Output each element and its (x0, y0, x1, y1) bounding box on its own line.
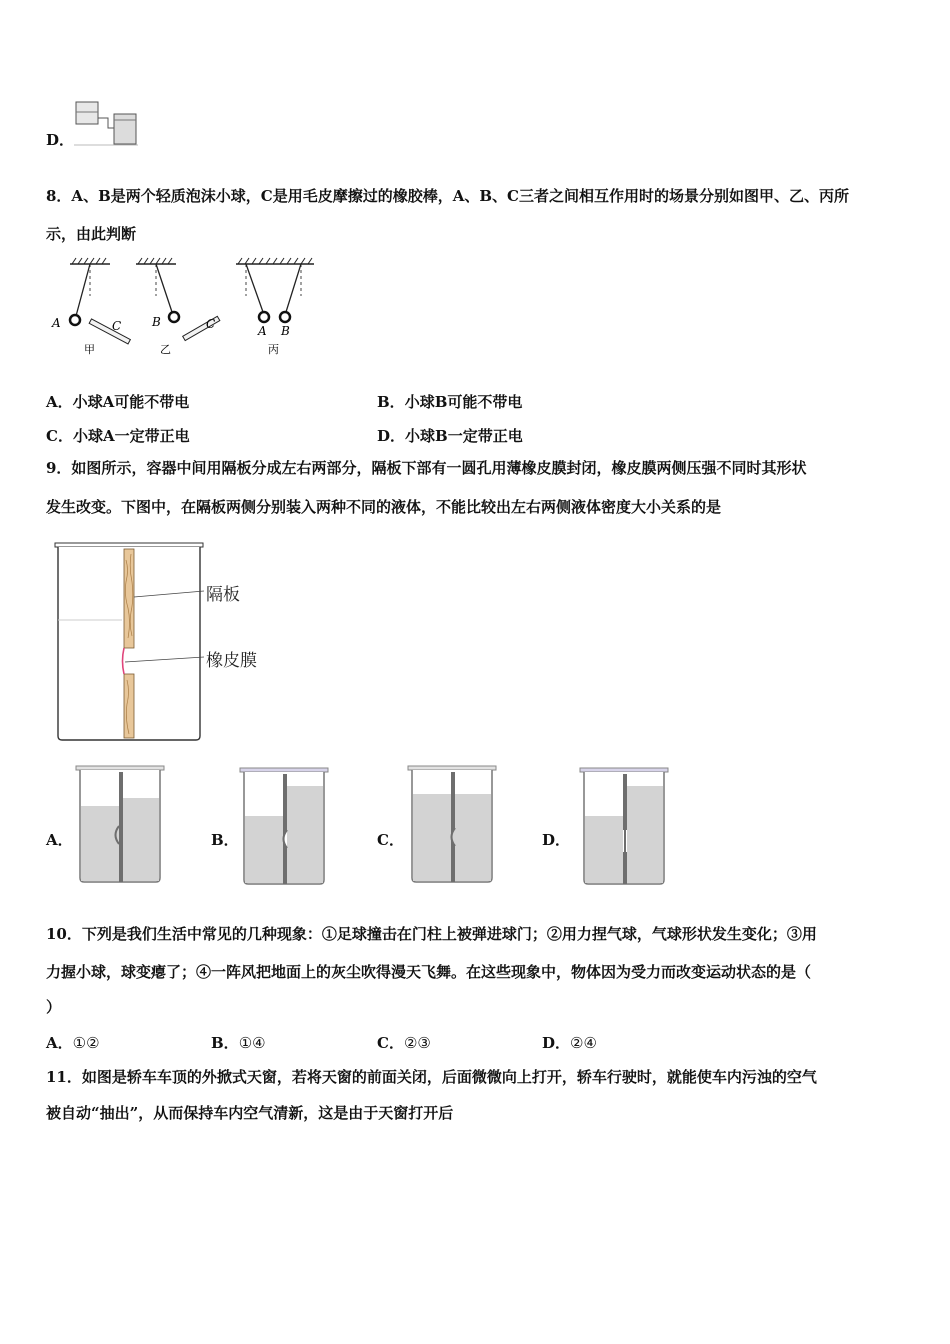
q10-option-c-label: C． (377, 1034, 404, 1052)
q8-option-a-text: 小球A可能不带电 (72, 393, 190, 411)
q10-option-a-label: A． (46, 1034, 73, 1052)
q9-option-c-beaker (406, 764, 498, 886)
q9-option-b-label: B． (211, 831, 239, 849)
q8-label-bing: 丙 (268, 343, 279, 356)
q10-option-d-label: D． (542, 1034, 571, 1052)
q10-option-d (542, 1032, 597, 1053)
q9-stem-line1: 9．如图所示，容器中间用隔板分成左右两部分，隔板下部有一圆孔用薄橡皮膜封闭，橡皮膜两侧压强不同时其形状 (46, 459, 807, 477)
q10-option-c-text: ②③ (403, 1034, 431, 1052)
q8-label-b-yi: B (152, 315, 161, 329)
q8-label-c-yi: C (206, 317, 216, 331)
q9-label-partition: 隔板 (206, 585, 240, 605)
q8-option-a (46, 391, 189, 412)
q10-option-a (46, 1032, 100, 1053)
q8-option-c-label: C． (46, 427, 73, 445)
q8-label-c-jia: C (112, 319, 122, 333)
q10-option-c (377, 1032, 431, 1053)
q9-option-d-beaker (578, 766, 670, 888)
q9-option-c-label: C． (377, 831, 404, 849)
q8-pendulum-figure (48, 256, 320, 360)
q9-label-membrane: 橡皮膜 (206, 651, 257, 671)
q8-option-d-text: 小球B一定带正电 (405, 427, 523, 445)
q9-stem-line2: 发生改变。下图中，在隔板两侧分别装入两种不同的液体，不能比较出左右两侧液体密度大小关系的是 (46, 498, 722, 516)
q10-stem-line2: 力握小球，球变瘪了；④一阵风把地面上的灰尘吹得漫天飞舞。在这些现象中，物体因为受力而改变运动状态的是（ (46, 963, 812, 981)
q8-option-b (377, 391, 522, 412)
q8-label-a-bing: A (258, 324, 267, 338)
q8-figure-jia (51, 258, 130, 356)
q11-stem-line1: 11．如图是轿车车顶的外掀式天窗，若将天窗的前面关闭，后面微微向上打开，轿车行驶时，就能使车内污浊的空气 (46, 1068, 817, 1086)
q8-label-b-bing: B (281, 324, 290, 338)
q8-option-b-label: B． (377, 393, 405, 411)
q8-figure-yi (136, 258, 220, 356)
q9-container-figure (52, 540, 214, 744)
q7-option-d-label: D． (46, 131, 75, 149)
q11-stem-line2: 被自动“抽出”，从而保持车内空气清新，这是由于天窗打开后 (46, 1104, 454, 1122)
q9-option-b-beaker (238, 766, 330, 888)
q10-option-d-text: ②④ (570, 1034, 597, 1052)
q8-label-jia: 甲 (84, 343, 95, 356)
q8-option-c (46, 425, 190, 446)
q10-option-b-text: ①④ (238, 1034, 266, 1052)
q10-option-a-text: ①② (72, 1034, 100, 1052)
q10-stem-line1: 10．下列是我们生活中常见的几种现象：①足球撞击在门柱上被弹进球门；②用力捏气球，气球形状发生变化；③用 (46, 925, 817, 943)
q7-option-d-figure (74, 100, 138, 148)
q8-option-a-label: A． (46, 393, 73, 411)
q9-option-d-label: D． (542, 831, 571, 849)
q9-option-a-label: A． (46, 831, 73, 849)
q8-option-b-text: 小球B可能不带电 (404, 393, 523, 411)
q8-stem-line1: 8．A、B是两个轻质泡沫小球，C是用毛皮摩擦过的橡胶棒，A、B、C三者之间相互作用时的场景分别如图甲、乙、丙所 (46, 187, 849, 205)
q8-option-d (377, 425, 523, 446)
q8-option-c-text: 小球A一定带正电 (72, 427, 190, 445)
q10-stem-line3: ） (46, 998, 62, 1016)
q8-label-yi: 乙 (160, 343, 171, 356)
q10-option-b-label: B． (211, 1034, 239, 1052)
q8-figure-bing (236, 258, 314, 356)
q8-stem-line2: 示，由此判断 (46, 225, 137, 243)
q8-option-d-label: D． (377, 427, 406, 445)
q8-label-a-jia: A (52, 316, 61, 330)
q9-option-a-beaker (74, 764, 166, 886)
q10-option-b (211, 1032, 266, 1053)
